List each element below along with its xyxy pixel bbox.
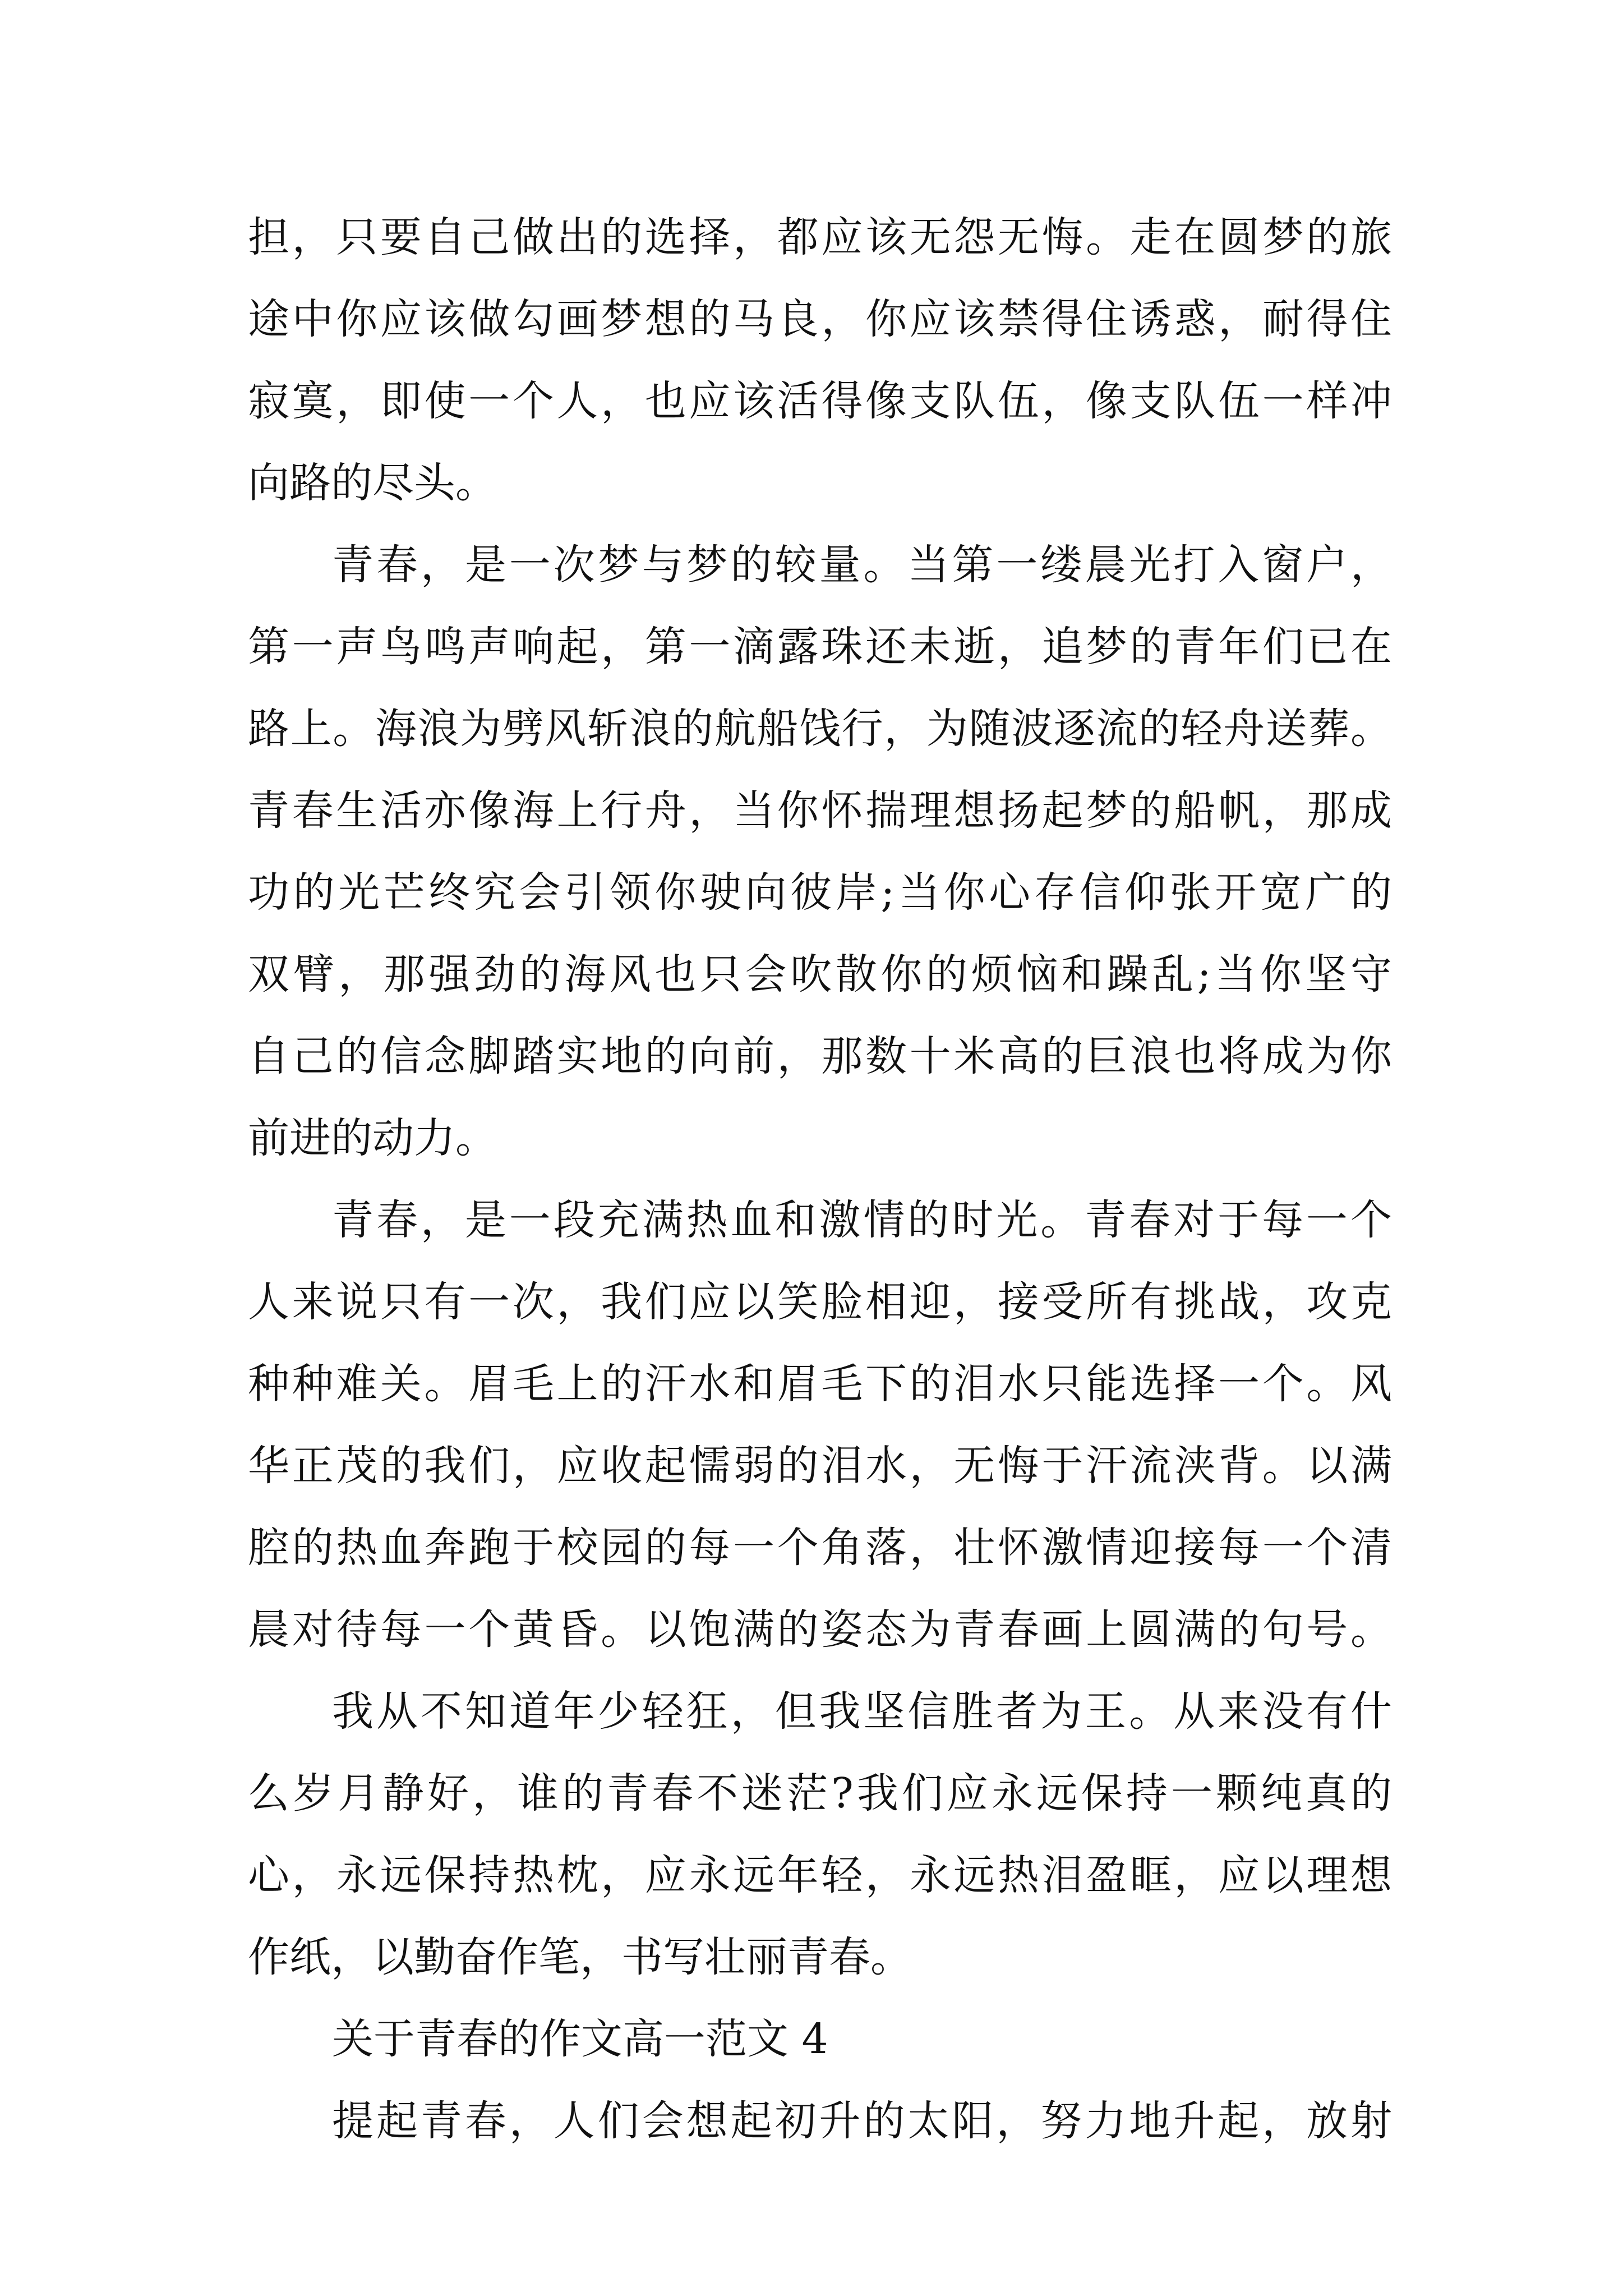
text-line: 青春生活亦像海上行舟，当你怀揣理想扬起梦的船帆，那成: [248, 786, 1392, 835]
document-body: [248, 196, 1392, 2162]
text-line: 功的光芒终究会引领你驶向彼岸;当你心存信仰张开宽广的: [248, 868, 1392, 917]
text-line: 晨对待每一个黄昏。以饱满的姿态为青春画上圆满的句号。: [248, 1605, 1392, 1654]
text-line: 向路的尽头。: [248, 459, 497, 507]
text-line: 作纸，以勤奋作笔，书写壮丽青春。: [248, 1933, 912, 1981]
text-line: 种种难关。眉毛上的汗水和眉毛下的泪水只能选择一个。风: [248, 1360, 1392, 1408]
text-line: 心，永远保持热枕，应永远年轻，永远热泪盈眶，应以理想: [248, 1851, 1392, 1899]
text-line: 自己的信念脚踏实地的向前，那数十米高的巨浪也将成为你: [248, 1032, 1392, 1080]
text-line: 么岁月静好，谁的青春不迷茫?我们应永远保持一颗纯真的: [248, 1769, 1392, 1818]
text-line: 腔的热血奔跑于校园的每一个角落，壮怀激情迎接每一个清: [248, 1524, 1392, 1572]
paragraph-start-line: 青春，是一次梦与梦的较量。当第一缕晨光打入窗户，: [332, 541, 1392, 589]
text-line: 人来说只有一次，我们应以笑脸相迎，接受所有挑战，攻克: [248, 1278, 1392, 1326]
text-line: 途中你应该做勾画梦想的马良，你应该禁得住诱惑，耐得住: [248, 295, 1392, 343]
paragraph-start-line: 我从不知道年少轻狂，但我坚信胜者为王。从来没有什: [332, 1687, 1392, 1736]
text-line: 第一声鸟鸣声响起，第一滴露珠还未逝，追梦的青年们已在: [248, 623, 1392, 671]
text-line: 担，只要自己做出的选择，都应该无怨无悔。走在圆梦的旅: [248, 213, 1392, 261]
text-line: 路上。海浪为劈风斩浪的航船饯行，为随波逐流的轻舟送葬。: [248, 705, 1392, 753]
paragraph-start-line: 提起青春，人们会想起初升的太阳，努力地升起，放射: [332, 2097, 1392, 2145]
section-heading: 关于青春的作文高一范文 4: [332, 2015, 828, 2063]
text-line: 双臂，那强劲的海风也只会吹散你的烦恼和躁乱;当你坚守: [248, 950, 1392, 999]
text-line: 前进的动力。: [248, 1114, 497, 1162]
text-line: 华正茂的我们，应收起懦弱的泪水，无悔于汗流浃背。以满: [248, 1442, 1392, 1490]
paragraph-start-line: 青春，是一段充满热血和激情的时光。青春对于每一个: [332, 1196, 1392, 1244]
text-line: 寂寞，即使一个人，也应该活得像支队伍，像支队伍一样冲: [248, 377, 1392, 425]
